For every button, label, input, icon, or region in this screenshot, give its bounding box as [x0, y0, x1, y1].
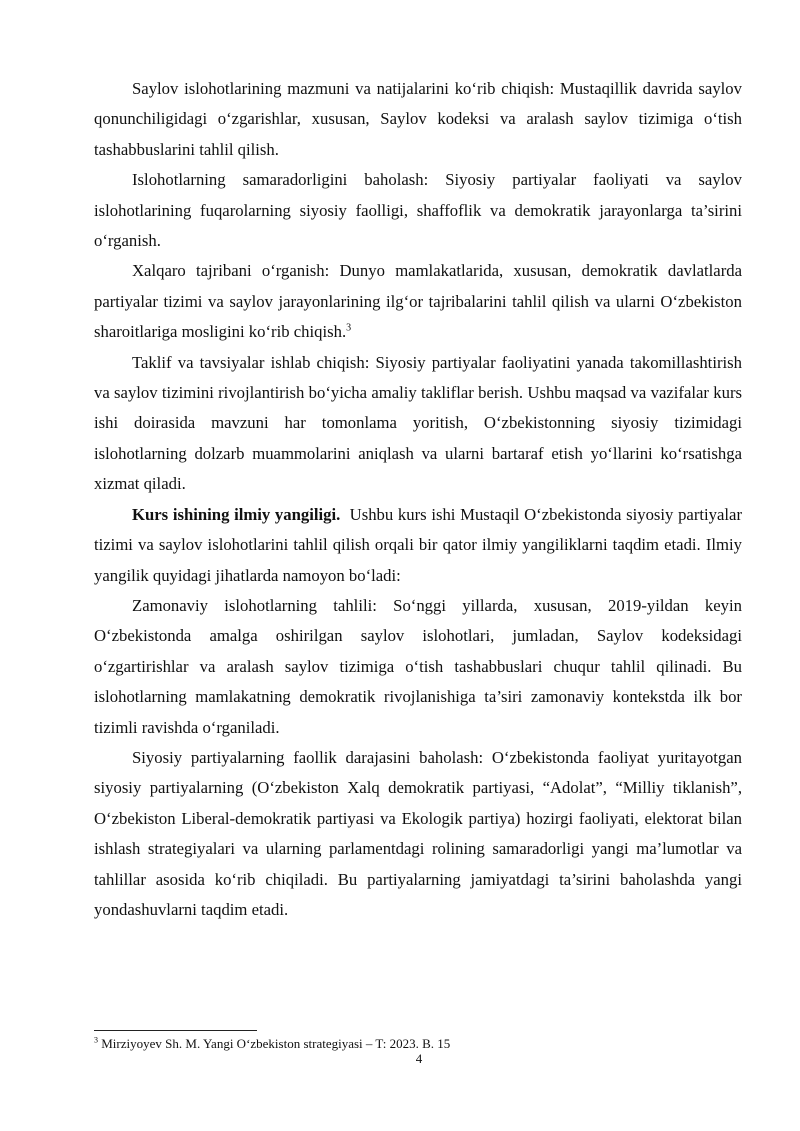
paragraph-international-experience	[94, 256, 742, 347]
paragraph-text: Siyosiy partiyalarning faollik darajasini baholash: O‘zbekistonda faoliyat yuritayotgan siyosiy partiyalarning (O‘zbekiston Xalq demokratik partiyasi, “Adolat”, “Milliy tiklanish”, O‘zbekiston Liberal-demokratik partiyasi va Ekologik partiya) hozirgi faoliyati, elektorat bilan ishlash strategiyalari va ularning parlamentdagi rolining samaradorligi yangi ma’lumotlar va tahlillar asosida ko‘rib chiqiladi. Bu partiyalarning jamiyatdagi ta’sirini baholashda yangi yondashuvlarni taqdim etadi.	[94, 747, 742, 919]
paragraph-party-activity	[94, 743, 742, 925]
paragraph-modern-reforms-analysis	[94, 591, 742, 743]
paragraph-text: Taklif va tavsiyalar ishlab chiqish: Siyosiy partiyalar faoliyatini yanada takomillashtirish va saylov tizimini rivojlantirish bo‘yicha amaliy takliflar berish. Ushbu maqsad va vazifalar kurs ishi doirasida mavzuni har tomonlama yoritish, O‘zbekistonning siyosiy tizimidagi islohotlarning dolzarb muammolarini aniqlash va ularni bartaraf etish yo‘llarini ko‘rsatishga xizmat qiladi.	[94, 352, 742, 494]
paragraph-text: Islohotlarning samaradorligini baholash: Siyosiy partiyalar faoliyati va saylov islohotlarining fuqarolarning siyosiy faolligi, shaffoflik va demokratik jarayonlarga ta’sirini o‘rganish.	[94, 170, 742, 251]
paragraph-text: Zamonaviy islohotlarning tahlili: So‘nggi yillarda, xususan, 2019-yildan keyin O‘zbekistonda amalga oshirilgan saylov islohotlari, jumladan, Saylov kodeksidagi o‘zgartirishlar va aralash saylov tizimiga o‘tish tashabbuslari chuqur tahlil qilinadi. Bu islohotlarning mamlakatning demokratik rivojlanishiga ta’siri zamonaviy kontekstda ilk bor tizimli ravishda o‘rganiladi.	[94, 595, 742, 737]
body-text	[94, 74, 747, 925]
paragraph-text: Saylov islohotlarining mazmuni va natijalarini ko‘rib chiqish: Mustaqillik davrida saylov qonunchiligidagi o‘zgarishlar, xususan, Saylov kodeksi va aralash saylov tizimiga o‘tish tashabbuslarini tahlil qilish.	[94, 79, 742, 159]
footnote	[94, 1036, 742, 1051]
section-heading-inline: Kurs ishining ilmiy yangiligi.	[132, 504, 341, 524]
paragraph-electoral-reforms	[94, 74, 742, 165]
footnote-reference[interactable]: 3	[346, 322, 352, 334]
paragraph-text: Xalqaro tajribani o‘rganish: Dunyo mamlakatlarida, xususan, demokratik davlatlarda partiyalar tizimi va saylov jarayonlarining ilg‘or tajribalarini tahlil qilish va ularni O‘zbekiston sharoitlariga mosligini ko‘rib chiqish.	[94, 261, 742, 342]
paragraph-scientific-novelty	[94, 500, 747, 591]
page-number: 4	[415, 1051, 423, 1066]
footnote-text: Mirziyoyev Sh. M. Yangi O‘zbekiston strategiyasi – T: 2023. B. 15	[98, 1036, 451, 1051]
paragraph-reform-effectiveness	[94, 165, 742, 256]
paragraph-proposals	[94, 348, 742, 500]
footnote-number: 3	[94, 1035, 98, 1045]
footnote-separator	[94, 1030, 257, 1031]
paragraph-text: Ushbu kurs ishi Mustaqil O‘zbekistonda siyosiy partiyalar tizimi va saylov islohotlarini tahlil qilish orqali bir qator ilmiy yangiliklarni taqdim etadi. Ilmiy yangilik quyidagi jihatlarda namoyon bo‘ladi:	[94, 504, 747, 585]
